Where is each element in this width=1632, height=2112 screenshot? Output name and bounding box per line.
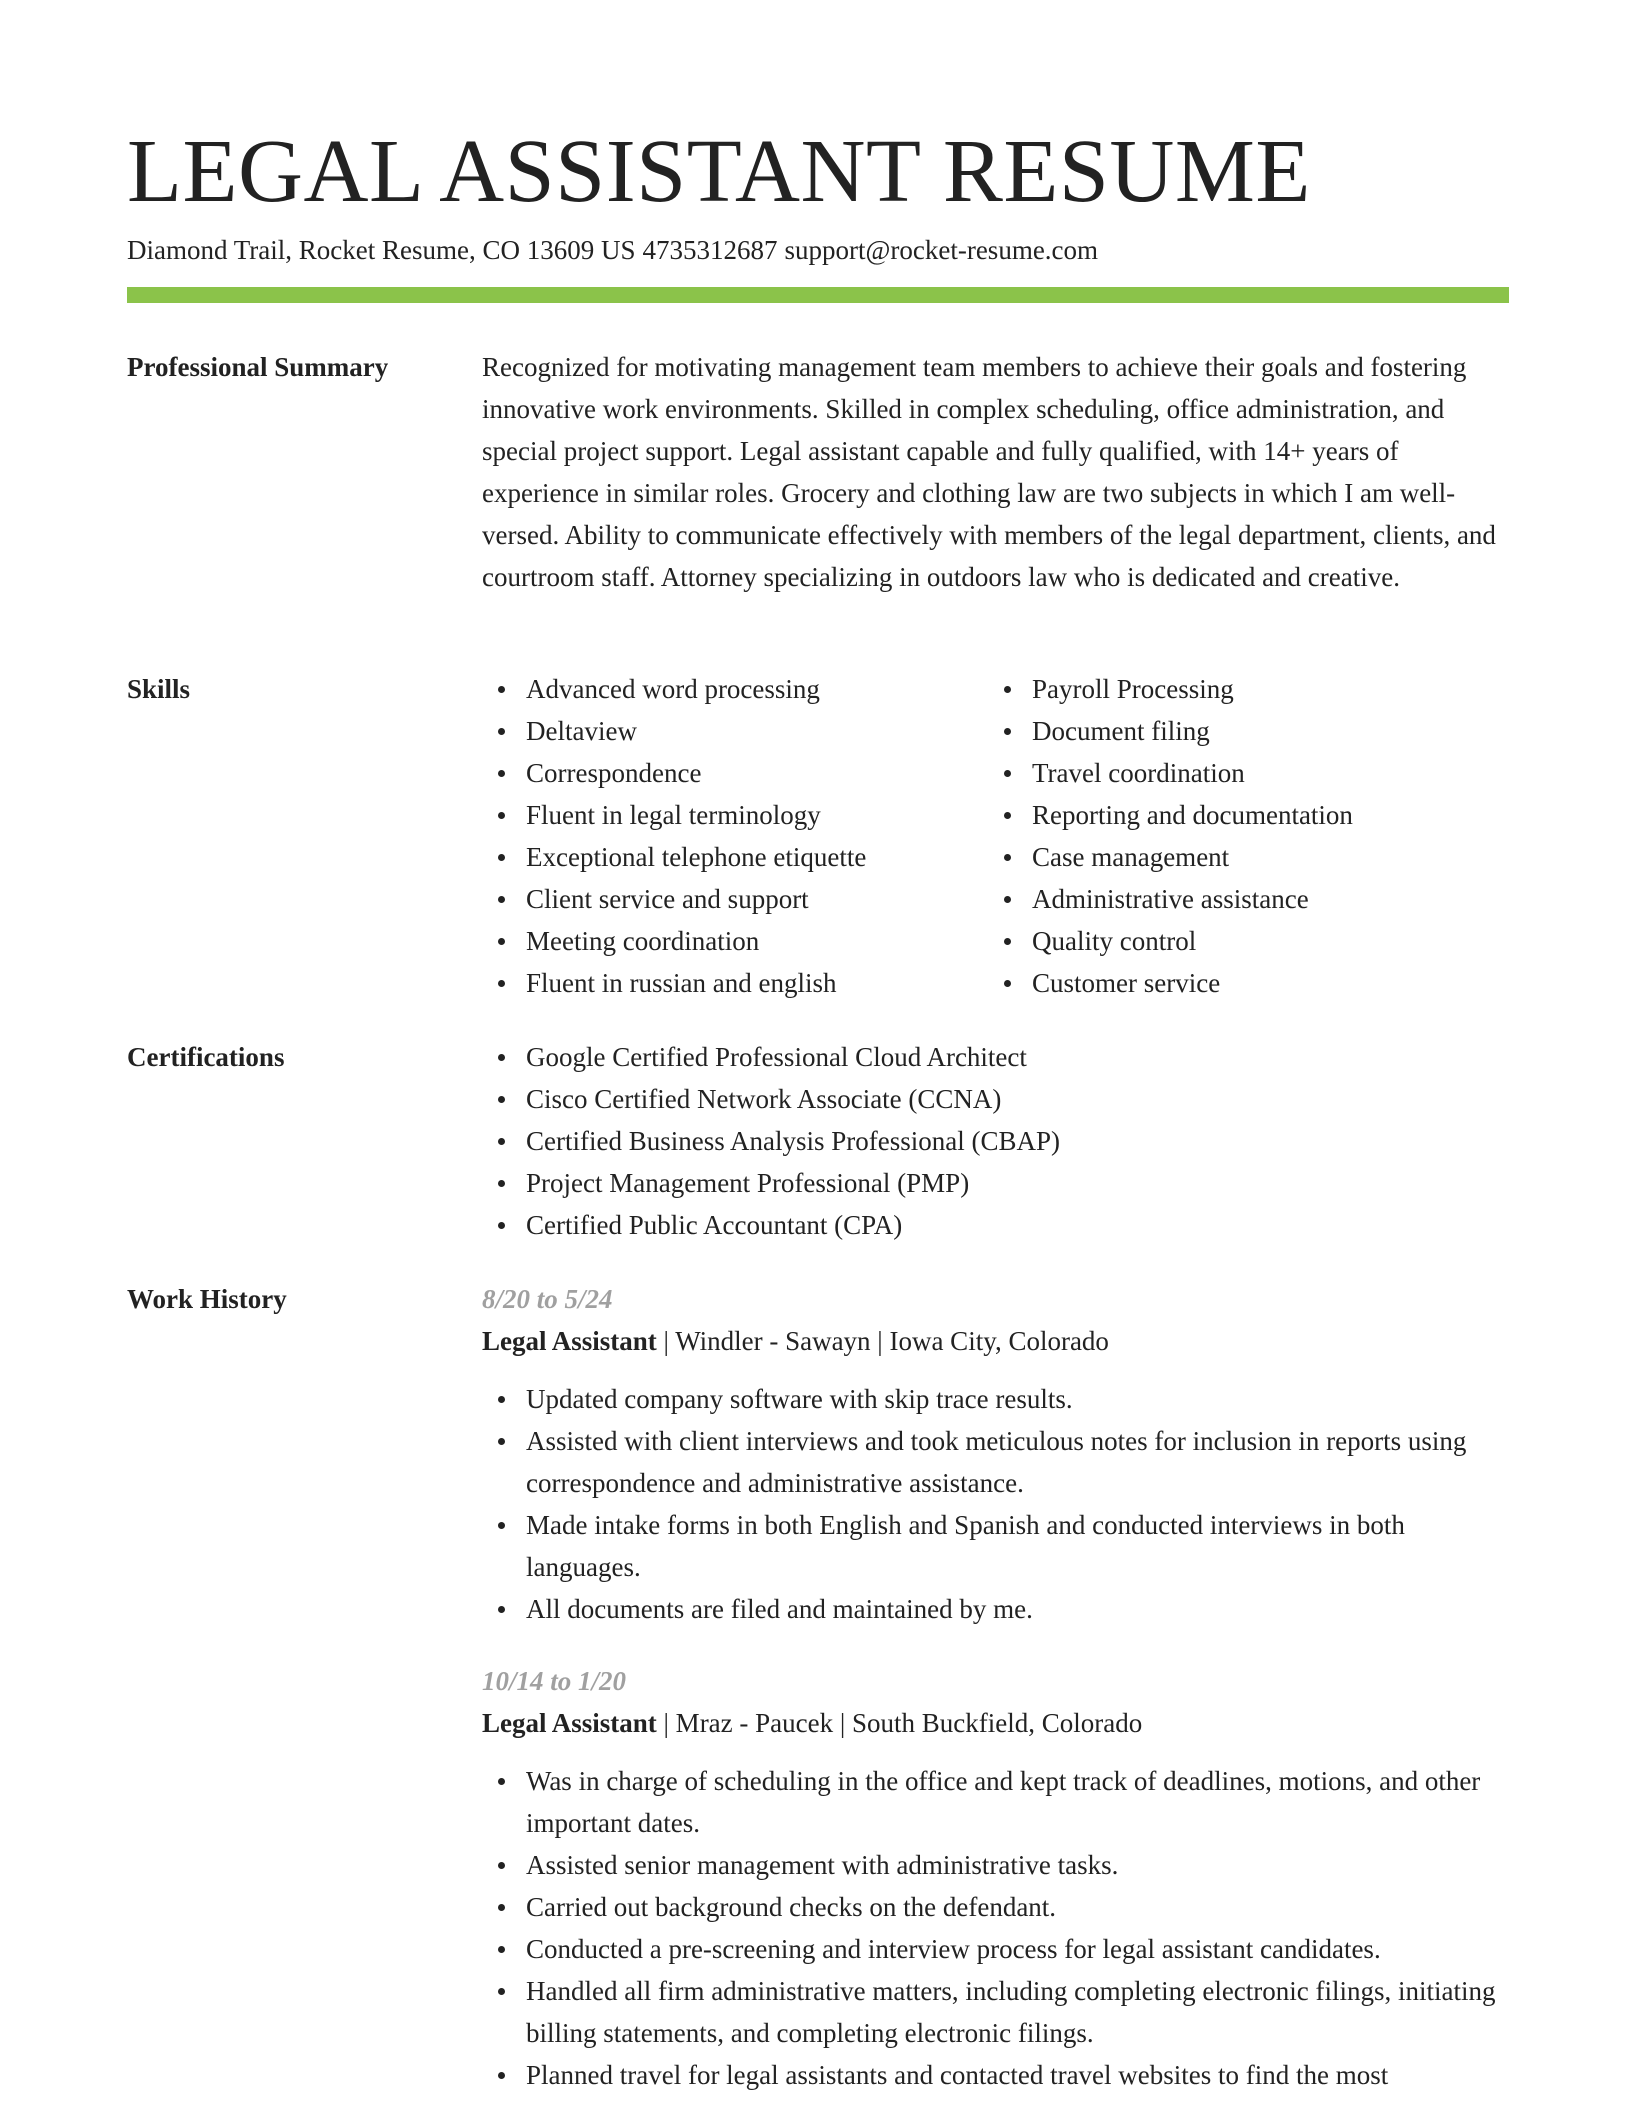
summary-text: Recognized for motivating management team members to achieve their goals and fostering innovative work environments. Skilled in complex scheduling, office administration, and special project support. Legal assistant capable and fully qualified, with 14+ years of experience in similar roles. Grocery and clothing law are two subjects in which I am well-versed. Ability to communicate effectively with members of the legal department, clients, and courtroom staff. Attorney specializing in outdoors law who is dedicated and creative. — [482, 352, 1496, 592]
job-duty-item: Conducted a pre-screening and interview process for legal assistant candidates. — [482, 1928, 1509, 1970]
skills-list-right — [988, 668, 1494, 1004]
skill-item: Reporting and documentation — [988, 794, 1494, 836]
job-duty-item: Made intake forms in both English and Spanish and conducted interviews in both languages. — [482, 1504, 1509, 1588]
skill-item: Case management — [988, 836, 1494, 878]
job-duty-item: Handled all firm administrative matters, including completing electronic filings, initiating billing statements, and completing electronic filings. — [482, 1970, 1509, 2054]
job-employer-location: | Windler - Sawayn | Iowa City, Colorado — [656, 1326, 1109, 1356]
job-duty-item: Assisted with client interviews and took meticulous notes for inclusion in reports using correspondence and administrative assistance. — [482, 1420, 1509, 1504]
skills-heading: Skills — [127, 674, 191, 704]
job-duty-item: Assisted senior management with administrative tasks. — [482, 1844, 1509, 1886]
skill-item: Fluent in russian and english — [482, 962, 988, 1004]
skill-item: Customer service — [988, 962, 1494, 1004]
skills-list-left — [482, 668, 988, 1004]
job-dates: 10/14 to 1/20 — [482, 1666, 627, 1696]
job-dates: 8/20 to 5/24 — [482, 1284, 613, 1314]
contact-phone: 4735312687 — [642, 235, 778, 265]
skills-content — [482, 668, 1509, 1004]
job-duties-list — [482, 1760, 1509, 2096]
job-duty-item: Was in charge of scheduling in the office and kept track of deadlines, motions, and other important dates. — [482, 1760, 1509, 1844]
skill-item: Quality control — [988, 920, 1494, 962]
job-duty-item: Carried out background checks on the defendant. — [482, 1886, 1509, 1928]
certification-item: Certified Business Analysis Professional (CBAP) — [482, 1120, 1509, 1162]
skill-item: Administrative assistance — [988, 878, 1494, 920]
job-duty-item: Updated company software with skip trace results. — [482, 1378, 1509, 1420]
job-entry — [482, 1278, 1509, 1630]
work-history-heading: Work History — [127, 1284, 287, 1314]
job-title: Legal Assistant — [482, 1326, 657, 1356]
job-duty-item: All documents are filed and maintained by me. — [482, 1588, 1509, 1630]
certification-item: Cisco Certified Network Associate (CCNA) — [482, 1078, 1509, 1120]
summary-content — [482, 346, 1509, 598]
certification-item: Project Management Professional (PMP) — [482, 1162, 1509, 1204]
certification-item: Certified Public Accountant (CPA) — [482, 1204, 1509, 1246]
skill-item: Client service and support — [482, 878, 988, 920]
job-employer-location: | Mraz - Paucek | South Buckfield, Colorado — [656, 1708, 1143, 1738]
job-duties-list — [482, 1378, 1509, 1630]
header-divider — [127, 287, 1509, 303]
work-history-content — [482, 1278, 1509, 2111]
contact-email: support@rocket-resume.com — [784, 235, 1099, 265]
skill-item: Payroll Processing — [988, 668, 1494, 710]
skill-item: Advanced word processing — [482, 668, 988, 710]
contact-address: Diamond Trail, Rocket Resume, CO 13609 US — [127, 235, 636, 265]
certification-item: Google Certified Professional Cloud Architect — [482, 1036, 1509, 1078]
skill-item: Travel coordination — [988, 752, 1494, 794]
certifications-heading: Certifications — [127, 1042, 285, 1072]
skill-item: Exceptional telephone etiquette — [482, 836, 988, 878]
skill-item: Meeting coordination — [482, 920, 988, 962]
job-entry — [482, 1660, 1509, 2096]
skill-item: Fluent in legal terminology — [482, 794, 988, 836]
certifications-content — [482, 1036, 1509, 1246]
skill-item: Correspondence — [482, 752, 988, 794]
skill-item: Document filing — [988, 710, 1494, 752]
certifications-list — [482, 1036, 1509, 1246]
job-header — [482, 1702, 1509, 1744]
job-duty-item: Planned travel for legal assistants and contacted travel websites to find the most — [482, 2054, 1509, 2096]
contact-line — [127, 232, 1105, 268]
skill-item: Deltaview — [482, 710, 988, 752]
summary-heading: Professional Summary — [127, 352, 389, 382]
job-header — [482, 1320, 1509, 1362]
resume-title: LEGAL ASSISTANT RESUME — [127, 122, 1311, 221]
job-title: Legal Assistant — [482, 1708, 657, 1738]
